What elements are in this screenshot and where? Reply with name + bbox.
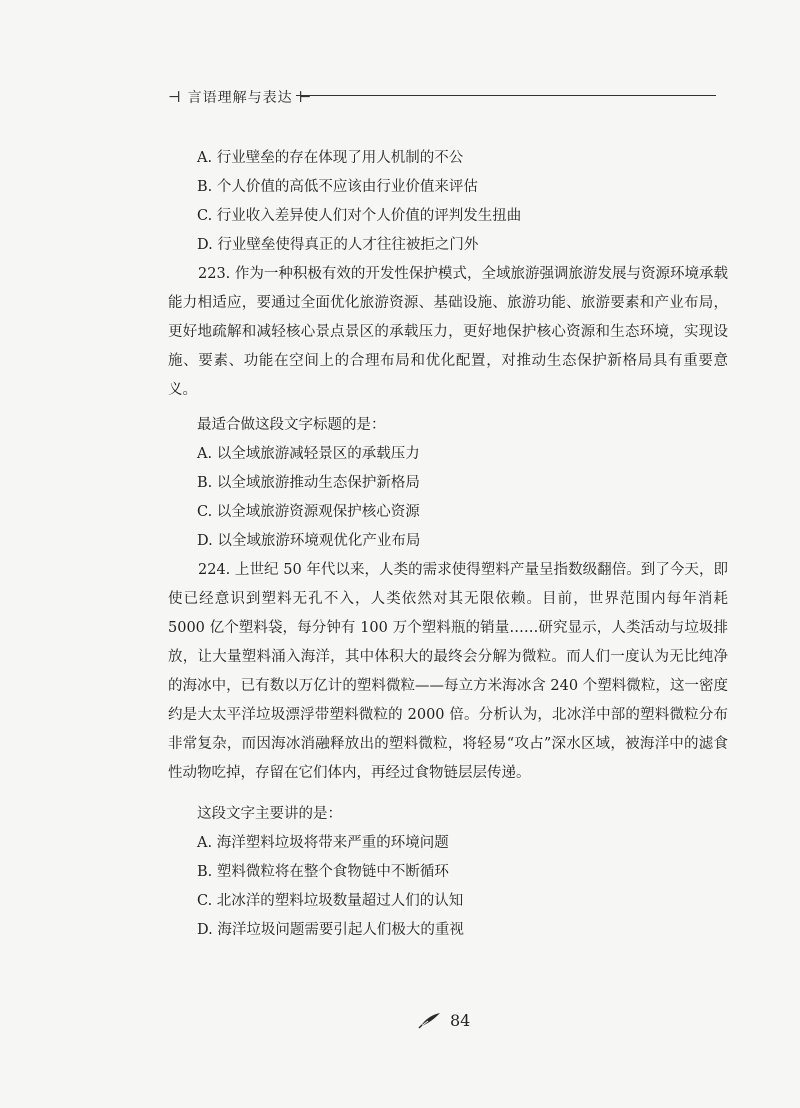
q224-passage: 224. 上世纪 50 年代以来，人类的需求使得塑料产量呈指数级翻倍。到了今天，即使已经意识到塑料无孔不入，人类依然对其无限依赖。目前，世界范围内每年消耗 5000 亿个塑料袋，每分钟有 100 万个塑料瓶的销量……研究显示，人类活动与垃圾排放，让大量塑料涌入海洋，其中体积大的最终会分解为微粒。而人们一度认为无比纯净的海冰中，已有数以万亿计的塑料微粒——每立方米海冰含 240 个塑料微粒，这一密度约是大太平洋垃圾漂浮带塑料微粒的 2000 倍。分析认为，北冰洋中部的塑料微粒分布非常复杂，而因海冰消融释放出的塑料微粒，将轻易“攻占”深水区域，被海洋中的滤食性动物吃掉，存留在它们体内，再经过食物链层层传递。 xyxy=(168,562,728,781)
header-right-bar: ⊢ xyxy=(292,88,313,106)
q222-option-a: A. 行业壁垒的存在体现了用人机制的不公 xyxy=(197,150,464,166)
q222-options xyxy=(168,144,728,260)
page-footer xyxy=(418,1008,470,1032)
q223-option-d: D. 以全域旅游环境观优化产业布局 xyxy=(197,533,421,549)
section-header-mark xyxy=(168,87,312,107)
q223-passage: 223. 作为一种积极有效的开发性保护模式，全域旅游强调旅游发展与资源环境承载能力相适应，要通过全面优化旅游资源、基础设施、旅游功能、旅游要素和产业布局，更好地疏解和减轻核心景点景区的承载压力，更好地保护核心资源和生态环境，实现设施、要素、功能在空间上的合理布局和优化配置，对推动生态保护新格局具有重要意义。 xyxy=(168,266,728,398)
q223-option-b: B. 以全域旅游推动生态保护新格局 xyxy=(197,475,420,491)
running-header xyxy=(168,86,716,106)
spacer xyxy=(168,788,728,794)
q224-prompt: 这段文字主要讲的是： xyxy=(197,806,342,822)
section-title: 言语理解与表达 xyxy=(187,90,293,106)
q223-option-a: A. 以全域旅游减轻景区的承载压力 xyxy=(197,446,420,462)
q223-option-c: C. 以全域旅游资源观保护核心资源 xyxy=(197,504,420,520)
question-223 xyxy=(168,260,728,556)
header-left-bar: ⊣ xyxy=(168,88,188,106)
q222-option-b: B. 个人价值的高低不应该由行业价值来评估 xyxy=(197,179,478,195)
page-content xyxy=(168,144,728,945)
q224-option-a: A. 海洋塑料垃圾将带来严重的环境问题 xyxy=(197,835,449,851)
q222-option-c: C. 行业收入差异使人们对个人价值的评判发生扭曲 xyxy=(197,208,522,224)
q223-prompt: 最适合做这段文字标题的是： xyxy=(197,417,386,433)
q222-option-d: D. 行业壁垒使得真正的人才往往被拒之门外 xyxy=(197,237,479,253)
page-number: 84 xyxy=(450,1010,471,1030)
q224-option-d: D. 海洋垃圾问题需要引起人们极大的重视 xyxy=(197,922,464,938)
header-rule xyxy=(296,95,716,96)
q224-option-b: B. 塑料微粒将在整个食物链中不断循环 xyxy=(197,864,449,880)
quill-pen-icon xyxy=(418,1011,442,1029)
q224-option-c: C. 北冰洋的塑料垃圾数量超过人们的认知 xyxy=(197,893,464,909)
question-224 xyxy=(168,556,728,945)
